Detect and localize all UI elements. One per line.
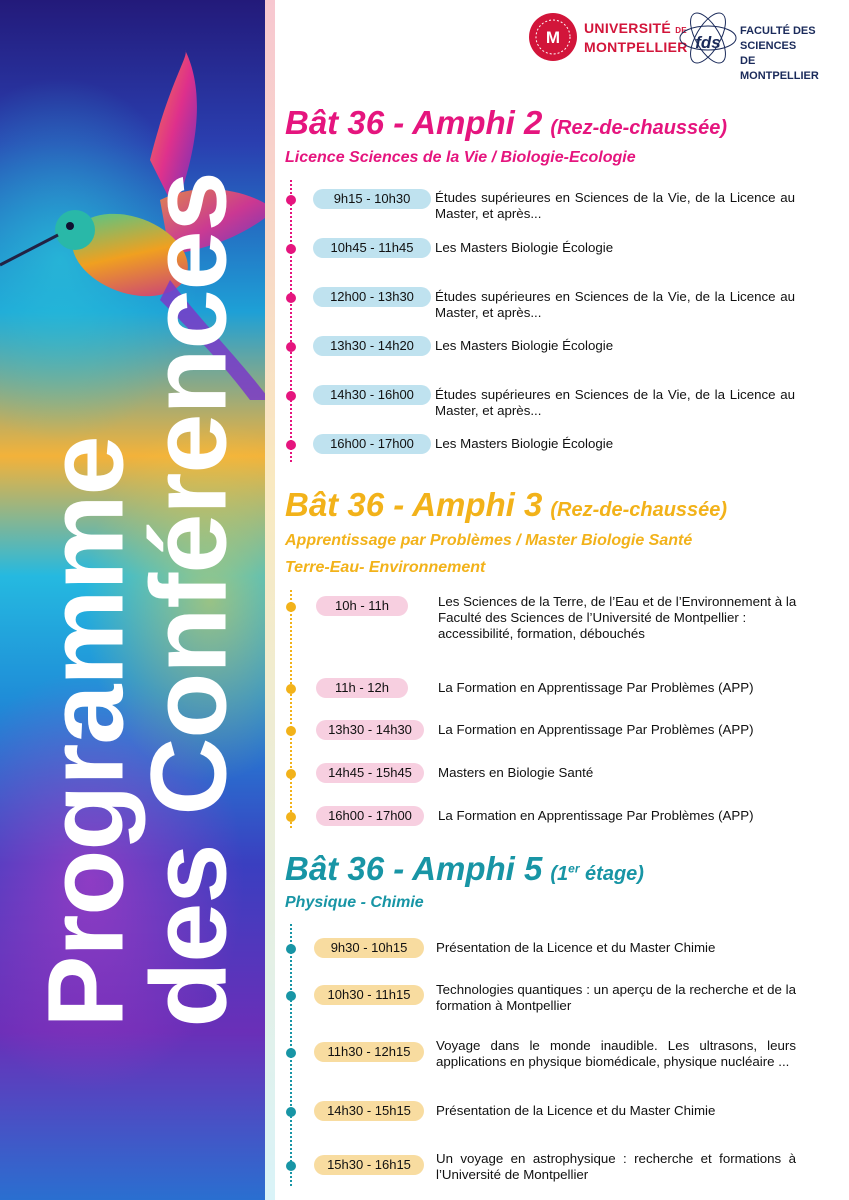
timeline-dot xyxy=(286,1107,296,1117)
session-time: 9h15 - 10h30 xyxy=(313,189,431,209)
session-time: 14h45 - 15h45 xyxy=(316,763,424,783)
universite-montpellier-logo xyxy=(528,12,578,62)
poster-artwork-panel xyxy=(0,0,275,1200)
um-name-de: DE xyxy=(675,26,687,35)
vertical-title-line2: des Conférences xyxy=(127,172,248,1028)
session-title: Les Masters Biologie Écologie xyxy=(435,338,614,353)
timeline-dot xyxy=(286,440,296,450)
session-time: 16h00 - 17h00 xyxy=(313,434,431,454)
section-amphi2-subtitle: Licence Sciences de la Vie / Biologie-Ecologie xyxy=(285,149,636,166)
section-amphi5-location xyxy=(550,863,644,885)
session-time: 13h30 - 14h30 xyxy=(316,720,424,740)
session-title: Les Masters Biologie Écologie xyxy=(435,436,614,451)
timeline-dot xyxy=(286,195,296,205)
session-title: Voyage dans le monde inaudible. Les ultrasons, leurs applications en physique biomédicale, physique nucléaire ... xyxy=(436,1038,796,1069)
session-time: 10h30 - 11h15 xyxy=(314,985,424,1005)
session-title: Un voyage en astrophysique : recherche et formations à l’Université de Montpellier xyxy=(436,1151,796,1182)
section-amphi5-name: Bât 36 - Amphi 5 xyxy=(285,850,543,887)
timeline-dot xyxy=(286,684,296,694)
session-time: 10h - 11h xyxy=(316,596,408,616)
session-time: 16h00 - 17h00 xyxy=(316,806,424,826)
um-name-line2: MONTPELLIER xyxy=(584,39,688,55)
faculte-sciences-name xyxy=(740,24,828,84)
section-amphi2-name: Bât 36 - Amphi 2 xyxy=(285,104,543,141)
timeline-dot xyxy=(286,391,296,401)
vertical-title-line1: Programme xyxy=(24,436,146,1028)
location-pre: (1 xyxy=(550,863,569,885)
timeline-dot xyxy=(286,244,296,254)
universite-montpellier-name xyxy=(584,20,688,55)
section-amphi5-title xyxy=(285,850,644,888)
section-amphi3-subtitle: Apprentissage par Problèmes / Master Biologie Santé xyxy=(285,532,693,549)
session-title: Technologies quantiques : un aperçu de la recherche et de la formation à Montpellier xyxy=(436,982,796,1013)
session-title: La Formation en Apprentissage Par Problèmes (APP) xyxy=(438,680,754,695)
timeline-dot xyxy=(286,1161,296,1171)
fds-name-line2: DE MONTPELLIER xyxy=(740,55,819,82)
session-time: 11h - 12h xyxy=(316,678,408,698)
timeline-dot xyxy=(286,726,296,736)
session-title: Études supérieures en Sciences de la Vie, de la Licence au Master, et après... xyxy=(435,289,795,320)
fds-logo-mark: fds xyxy=(695,33,721,52)
section-amphi3-location: (Rez-de-chaussée) xyxy=(550,499,728,521)
section-amphi3-timeline xyxy=(290,590,292,828)
session-time: 9h30 - 10h15 xyxy=(314,938,424,958)
timeline-dot xyxy=(286,812,296,822)
session-time: 15h30 - 16h15 xyxy=(314,1155,424,1175)
timeline-dot xyxy=(286,602,296,612)
um-name-line1: UNIVERSITÉ xyxy=(584,20,672,36)
section-amphi5-subtitle: Physique - Chimie xyxy=(285,894,424,911)
session-time: 10h45 - 11h45 xyxy=(313,238,431,258)
location-sup: er xyxy=(568,861,580,876)
location-post: étage) xyxy=(579,863,644,885)
session-title: Les Sciences de la Terre, de l’Eau et de l’Environnement à la Faculté des Sciences de l’Université de Montpellier : accessibilité, formation, débouchés xyxy=(438,594,797,641)
session-time: 11h30 - 12h15 xyxy=(314,1042,424,1062)
session-title: La Formation en Apprentissage Par Problèmes (APP) xyxy=(438,722,754,737)
section-amphi3-subtitle2: Terre-Eau- Environnement xyxy=(285,559,486,576)
timeline-dot xyxy=(286,944,296,954)
session-time: 13h30 - 14h20 xyxy=(313,336,431,356)
session-title: Masters en Biologie Santé xyxy=(438,765,594,780)
um-logo-mark: M xyxy=(545,28,561,47)
session-title: La Formation en Apprentissage Par Problèmes (APP) xyxy=(438,808,754,823)
timeline-dot xyxy=(286,769,296,779)
session-title: Présentation de la Licence et du Master Chimie xyxy=(436,940,716,955)
section-amphi2-title xyxy=(285,104,727,142)
timeline-dot xyxy=(286,342,296,352)
fds-name-line1: FACULTÉ DES SCIENCES xyxy=(740,25,816,52)
section-amphi3-name: Bât 36 - Amphi 3 xyxy=(285,486,543,523)
timeline-dot xyxy=(286,293,296,303)
header-logos xyxy=(528,12,828,82)
session-title: Études supérieures en Sciences de la Vie, de la Licence au Master, et après... xyxy=(435,387,795,418)
session-title: Les Masters Biologie Écologie xyxy=(435,240,614,255)
session-time: 14h30 - 15h15 xyxy=(314,1101,424,1121)
session-time: 14h30 - 16h00 xyxy=(313,385,431,405)
session-time: 12h00 - 13h30 xyxy=(313,287,431,307)
vertical-title xyxy=(0,0,275,1200)
timeline-dot xyxy=(286,1048,296,1058)
timeline-dot xyxy=(286,991,296,1001)
session-title: Présentation de la Licence et du Master Chimie xyxy=(436,1103,716,1118)
section-amphi3-title xyxy=(285,486,727,524)
faculte-sciences-logo xyxy=(676,12,740,64)
section-amphi2-timeline xyxy=(290,180,292,462)
section-amphi2-location: (Rez-de-chaussée) xyxy=(550,117,728,139)
session-title: Études supérieures en Sciences de la Vie, de la Licence au Master, et après... xyxy=(435,190,795,221)
